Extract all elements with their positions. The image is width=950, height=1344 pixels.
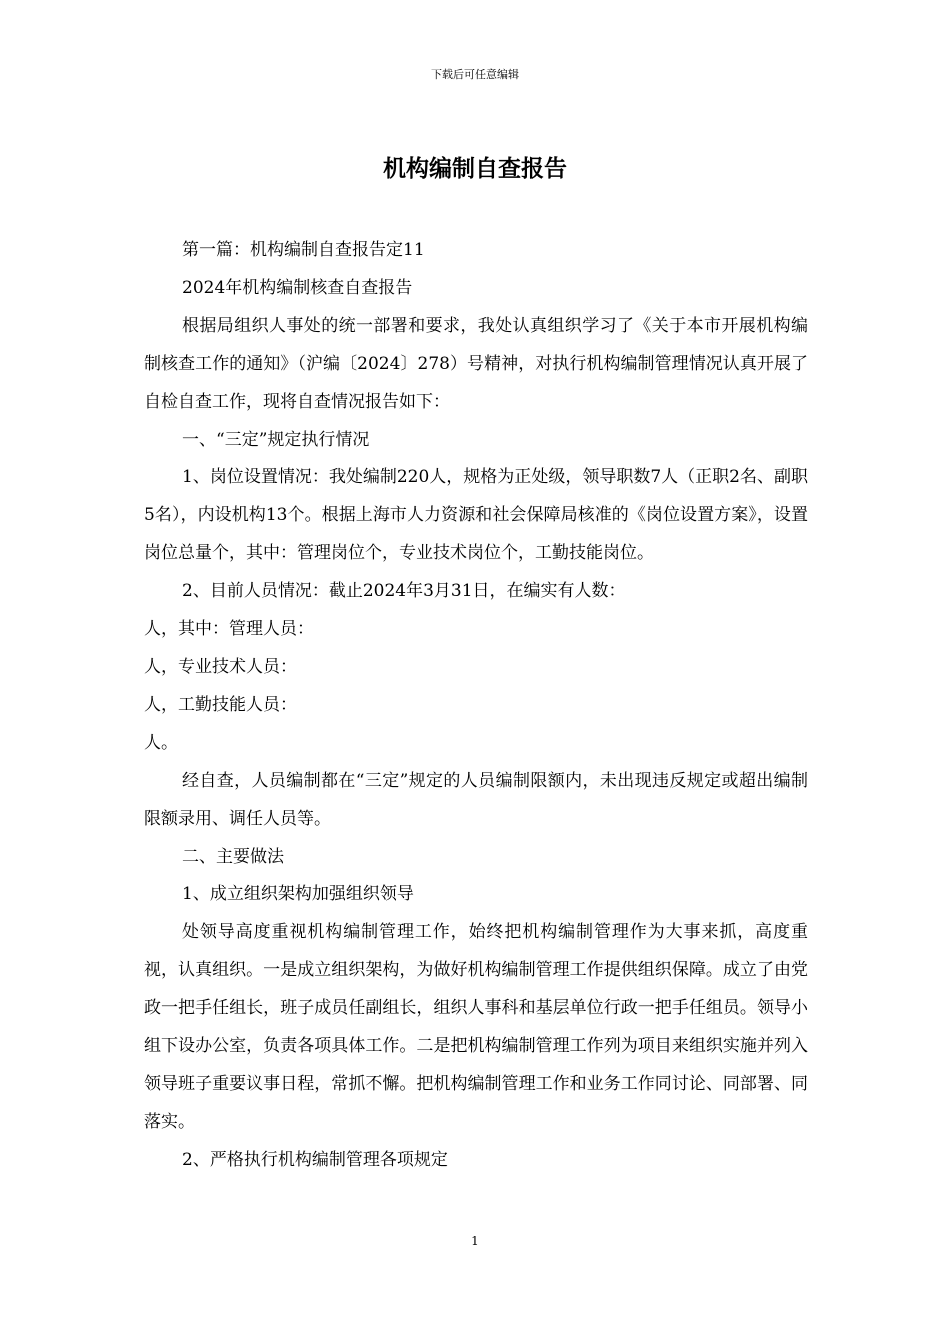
document-body: [144, 232, 808, 1180]
paragraph-post-setup: 1、岗位设置情况：我处编制220人，规格为正处级，领导职数7人（正职2名、副职5名），内设机构13个。根据上海市人力资源和社会保障局核准的《岗位设置方案》，设置岗位总量个，其中：管理岗位个，专业技术岗位个，工勤技能岗位。: [144, 467, 808, 564]
paragraph-introduction: 根据局组织人事处的统一部署和要求，我处认真组织学习了《关于本市开展机构编制核查工作的通知》（沪编〔2024〕278）号精神，对执行机构编制管理情况认真开展了自检自查工作，现将自查情况报告如下：: [144, 315, 808, 412]
paragraph-part-heading: 第一篇：机构编制自查报告定11: [182, 240, 425, 260]
paragraph-management-staff: 人，其中：管理人员：: [144, 619, 314, 640]
section-heading-sanding: 一、“三定”规定执行情况: [182, 429, 370, 450]
paragraph-report-title: 2024年机构编制核查自查报告: [182, 277, 413, 298]
paragraph-skilled-staff: 人，工勤技能人员：: [144, 694, 297, 715]
section-heading-main-practices: 二、主要做法: [182, 846, 284, 867]
page-number: 1: [471, 1234, 479, 1248]
page-header-note: 下载后可任意编辑: [431, 68, 519, 81]
paragraph-staff-end: 人。: [144, 732, 178, 753]
subheading-regulations: 2、严格执行机构编制管理各项规定: [182, 1149, 448, 1170]
paragraph-self-check-result: 经自查，人员编制都在“三定”规定的人员编制限额内，未出现违反规定或超出编制限额录用、调任人员等。: [144, 770, 808, 829]
paragraph-current-staff: 2、目前人员情况：截止2024年3月31日，在编实有人数：: [182, 581, 626, 602]
document-title: 机构编制自查报告: [383, 156, 567, 182]
paragraph-technical-staff: 人，专业技术人员：: [144, 656, 297, 677]
paragraph-leadership: 处领导高度重视机构编制管理工作，始终把机构编制管理作为大事来抓，高度重视，认真组织。一是成立组织架构，为做好机构编制管理工作提供组织保障。成立了由党政一把手任组长，班子成员任副组长，组织人事科和基层单位行政一把手任组员。领导小组下设办公室，负责各项具体工作。二是把机构编制管理工作列为项目来组织实施并列入领导班子重要议事日程，常抓不懈。把机构编制管理工作和业务工作同讨论、同部署、同落实。: [144, 922, 808, 1132]
subheading-organization: 1、成立组织架构加强组织领导: [182, 884, 414, 905]
